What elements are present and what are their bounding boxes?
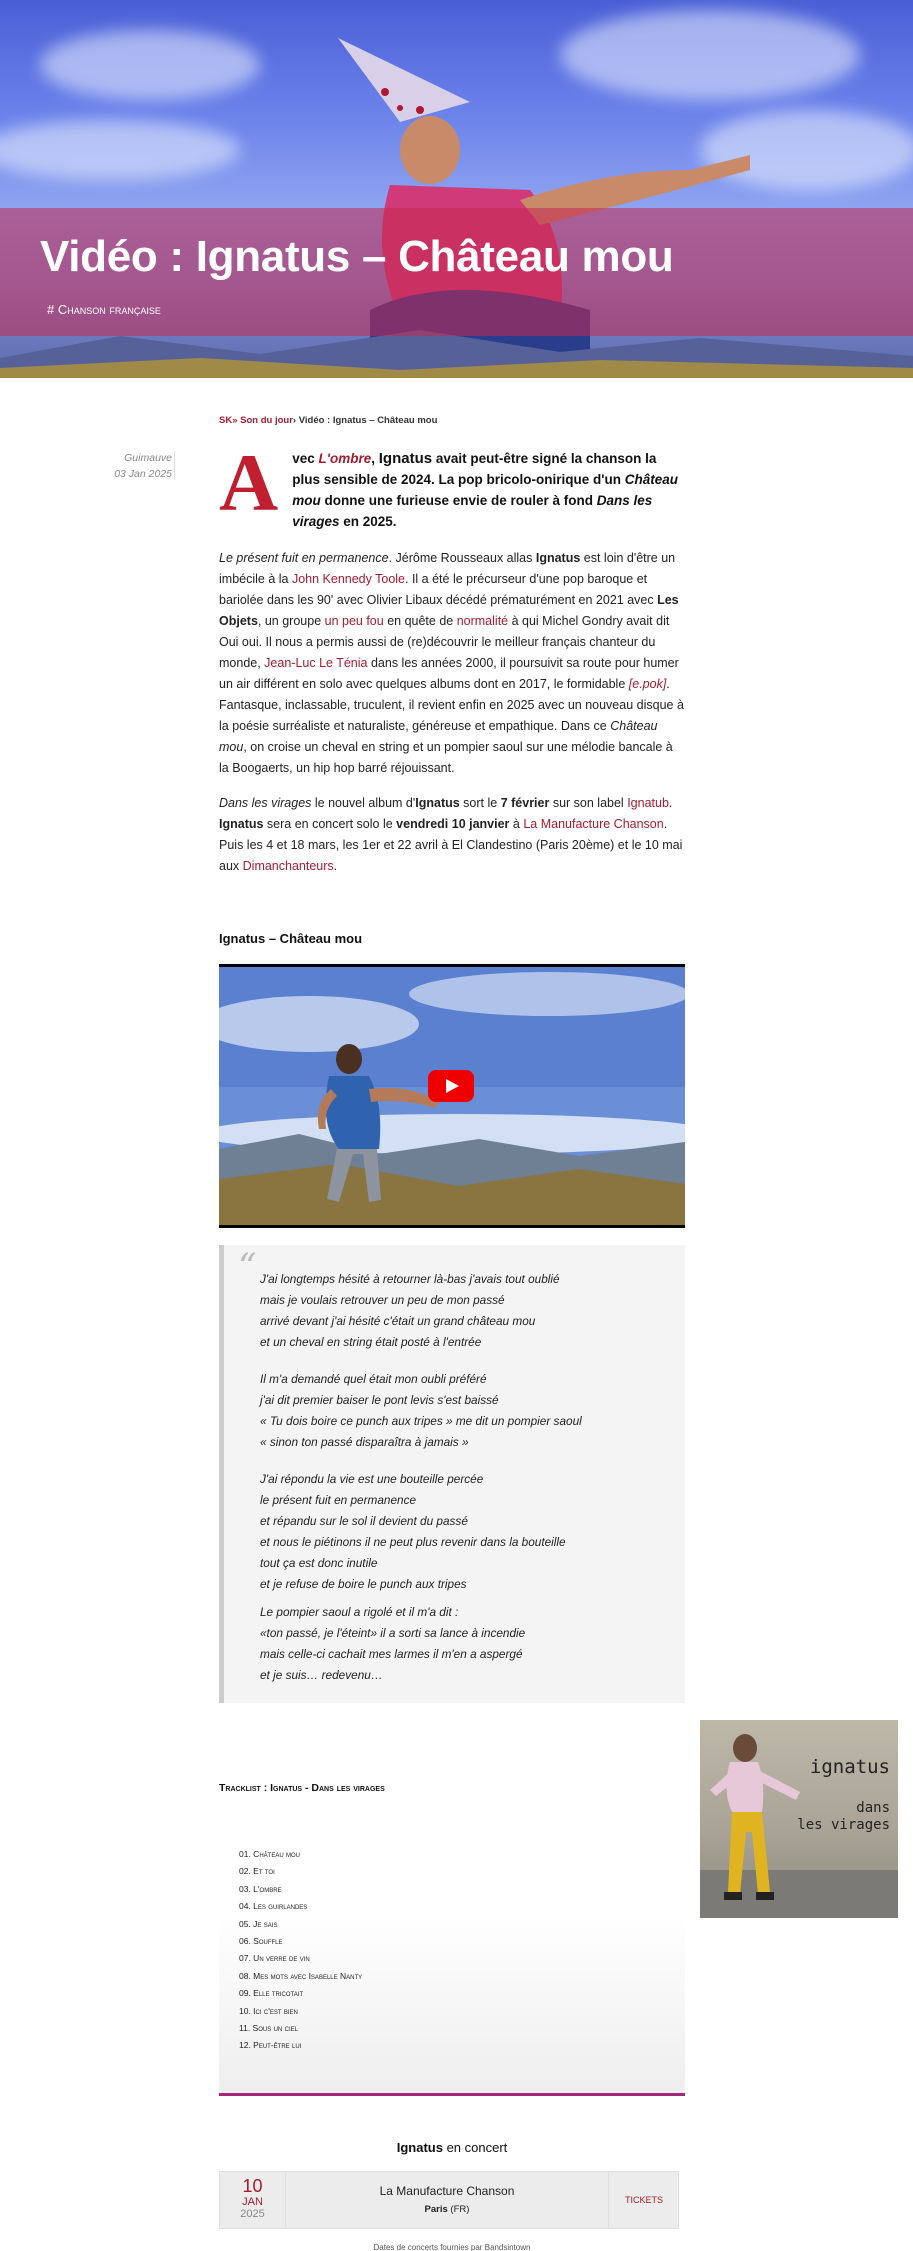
text: sur son label <box>549 796 628 810</box>
track-item: 11. Sous un ciel <box>239 2023 298 2034</box>
text: à <box>509 817 524 831</box>
link-la-manufacture-chanson[interactable]: La Manufacture Chanson <box>523 817 664 831</box>
track-item: 01. Château mou <box>239 1849 301 1859</box>
link-jean-luc-le-tenia[interactable]: Jean-Luc Le Ténia <box>264 656 368 670</box>
play-button[interactable] <box>428 1070 474 1102</box>
text: en quête de <box>383 614 457 628</box>
concert-year: 2025 <box>240 2208 265 2220</box>
album-cover-title <box>797 1800 890 1834</box>
lyrics-stanza-3 <box>260 1469 680 1595</box>
lyric-line: tout ça est donc inutile <box>260 1556 378 1570</box>
album-cover-title-line: les virages <box>797 1817 890 1833</box>
post-meta <box>114 450 172 482</box>
concert-city-name: Paris <box>424 2204 448 2215</box>
link-john-kennedy-toole[interactable]: John Kennedy Toole <box>291 572 406 586</box>
text: Ignatus <box>415 796 460 810</box>
concert-month: JAN <box>242 2196 263 2208</box>
link-dimanchanteurs[interactable]: Dimanchanteurs <box>242 859 334 873</box>
quote-mark-icon: “ <box>238 1247 257 1288</box>
tickets-button[interactable]: TICKETS <box>608 2172 679 2228</box>
link-epok[interactable]: [e.pok] <box>628 677 667 691</box>
link-normalite[interactable]: normalité <box>456 614 509 628</box>
lyrics-blockquote <box>219 1245 685 1703</box>
text: sort le <box>459 796 501 810</box>
lyric-line: et je suis… redevenu… <box>260 1668 383 1682</box>
lyric-line: et un cheval en string était posté à l'entrée <box>260 1335 482 1349</box>
video-title: Ignatus – Château mou <box>219 931 363 946</box>
text: vendredi 10 janvier <box>396 817 510 831</box>
text: dans les années 2000, il poursuivit sa route pour humer un air différent en solo avec quelques albums dont en 2017, le formidable <box>219 656 679 691</box>
lyric-line: Il m'a demandé quel était mon oubli préféré <box>260 1372 487 1386</box>
text: . <box>668 796 673 810</box>
concert-title-suffix: en concert <box>442 2140 508 2155</box>
link-un-peu-fou[interactable]: un peu fou <box>324 614 384 628</box>
breadcrumb-section-link[interactable]: Son du jour <box>240 415 293 426</box>
concert-artist: Ignatus <box>396 2140 443 2155</box>
text: , un groupe <box>257 614 325 628</box>
breadcrumb-current: Vidéo : Ignatus – Château mou <box>298 415 438 426</box>
cloud <box>0 120 240 180</box>
page-title: Vidéo : Ignatus – Château mou <box>40 232 674 281</box>
lyric-line: j'ai dit premier baiser le pont levis s'est baissé <box>260 1393 499 1407</box>
concert-event-row[interactable] <box>219 2171 679 2229</box>
breadcrumb-home-link[interactable]: SK» <box>219 415 238 426</box>
lyric-line: « Tu dois boire ce punch aux tripes » me dit un pompier saoul <box>260 1414 582 1428</box>
text: . Fantasque, inclassable, truculent, il revient enfin en 2025 avec un nouveau disque à la poésie surréaliste et naturaliste, généreuse et empathique. Dans ce <box>219 677 684 733</box>
text: , on croise un cheval en string et un pompier saoul sur une mélodie bancale à la Boogaerts, un hip hop barré réjouissant. <box>219 740 673 775</box>
cloud <box>40 30 260 100</box>
article-paragraph-2 <box>219 793 685 877</box>
text: . Il a été le précurseur d'une pop baroque et bariolée dans les 90' avec Olivier Libaux décédé prématurément en 2021 avec <box>219 572 658 607</box>
album-cover-title-line: dans <box>856 1800 890 1816</box>
breadcrumb <box>219 415 437 426</box>
concert-venue-name: La Manufacture Chanson <box>379 2184 515 2198</box>
text: Ignatus <box>535 551 581 565</box>
lead-text: donne une furieuse envie de rouler à fond <box>320 493 597 508</box>
meta-divider <box>174 452 175 480</box>
text: 7 février <box>500 796 550 810</box>
concert-credit: Dates de concerts fournies par Bandsintown <box>373 2243 531 2251</box>
track-item: 05. Je sais <box>239 1918 278 1929</box>
lyric-line: arrivé devant j'ai hésité c'était un grand château mou <box>260 1314 536 1328</box>
text: le nouvel album d' <box>311 796 416 810</box>
text: Château mou <box>219 719 658 754</box>
lead-text: , <box>371 451 379 466</box>
text: Ignatus <box>219 817 264 831</box>
text: . <box>333 859 338 873</box>
text: sera en concert solo le <box>263 817 397 831</box>
dropcap: A <box>219 437 279 528</box>
track-item: 07. Un verre de vin <box>239 1953 310 1964</box>
lyric-line: et nous le piétinons il ne peut plus revenir dans la bouteille <box>260 1535 566 1549</box>
concert-country: (FR) <box>447 2204 470 2215</box>
article-paragraph-1 <box>219 548 685 779</box>
article-body <box>219 437 685 877</box>
lyrics-stanza-4 <box>260 1602 680 1686</box>
concert-city <box>286 2204 608 2215</box>
video-player[interactable] <box>219 964 685 1228</box>
tracklist-box <box>219 1766 685 2096</box>
post-date: 03 Jan 2025 <box>114 468 172 480</box>
album-cover-artist: ignatus <box>809 1756 890 1778</box>
text: . Jérôme Rousseaux allas <box>388 551 536 565</box>
lead-text: vec <box>292 451 319 466</box>
text: . Puis les 4 et 18 mars, les 1er et 22 avril à El Clandestino (Paris 20ème) et le 10 mai aux <box>219 817 683 873</box>
concert-section-title <box>219 2140 685 2155</box>
text: à qui Michel Gondry avait dit Oui oui. Il nous a permis aussi de (re)découvrir le meilleur français chanteur du monde, <box>219 614 670 670</box>
text: Le présent fuit en permanence <box>219 551 389 565</box>
lead-song: Château mou <box>292 472 678 508</box>
lyric-line: J'ai répondu la vie est une bouteille percée <box>260 1472 484 1486</box>
lyric-line: mais celle-ci cachait mes larmes il m'en a aspergé <box>260 1647 523 1661</box>
lead-text: avait peut-être signé la chanson la plus sensible de 2024. La pop bricolo-onirique d'un <box>292 451 657 487</box>
track-item: 02. Et toi <box>239 1866 275 1877</box>
track-item: 06. Souffle <box>239 1936 283 1947</box>
track-item: 10. Ici c'est bien <box>239 2005 298 2016</box>
lyrics-stanza-2 <box>260 1369 680 1453</box>
track-item: 04. Les guirlandes <box>239 1901 308 1912</box>
lyric-line: le présent fuit en permanence <box>260 1493 417 1507</box>
lyric-line: Le pompier saoul a rigolé et il m'a dit : <box>260 1605 459 1619</box>
lead-text: en 2025. <box>339 514 397 529</box>
lyric-line: « sinon ton passé disparaîtra à jamais » <box>260 1435 469 1449</box>
track-item: 12. Peut-être lui <box>239 2040 302 2051</box>
author-name[interactable]: Guimauve <box>124 452 172 464</box>
track-item: 08. Mes mots avec Isabelle Nanty <box>239 1970 363 1981</box>
lyrics-stanza-1 <box>260 1269 680 1353</box>
lyric-line: et je refuse de boire le punch aux tripes <box>260 1577 467 1591</box>
track-item: 03. L'ombre <box>239 1883 282 1894</box>
lyric-line: mais je voulais retrouver un peu de mon passé <box>260 1293 505 1307</box>
concert-venue <box>286 2172 608 2228</box>
article-lead <box>219 437 685 532</box>
album-cover <box>700 1720 898 1918</box>
breadcrumb-separator: › <box>292 415 297 426</box>
lyric-line: J'ai longtemps hésité à retourner là-bas j'avais tout oublié <box>260 1272 560 1286</box>
concert-day: 10 <box>242 2176 263 2196</box>
concert-date <box>220 2172 286 2228</box>
lead-album: Dans les virages <box>292 493 653 529</box>
lyric-line: «ton passé, je l'éteint» il a sorti sa lance à incendie <box>260 1626 526 1640</box>
track-item: 09. Elle tricotait <box>239 1988 304 1999</box>
tracklist <box>239 1846 362 2055</box>
text: Les Objets <box>219 593 679 628</box>
link-ignatub[interactable]: Ignatub <box>627 796 669 810</box>
text: Dans les virages <box>219 796 312 810</box>
lyric-line: et répandu sur le sol il devient du passé <box>260 1514 468 1528</box>
tracklist-title: Tracklist : Ignatus - Dans les virages <box>219 1782 385 1794</box>
lead-artist: Ignatus <box>378 450 433 467</box>
link-album-lombre[interactable]: L'ombre <box>318 451 372 466</box>
text: est loin d'être un imbécile à la <box>219 551 676 586</box>
category-tag-link[interactable]: # Chanson française <box>47 302 161 317</box>
